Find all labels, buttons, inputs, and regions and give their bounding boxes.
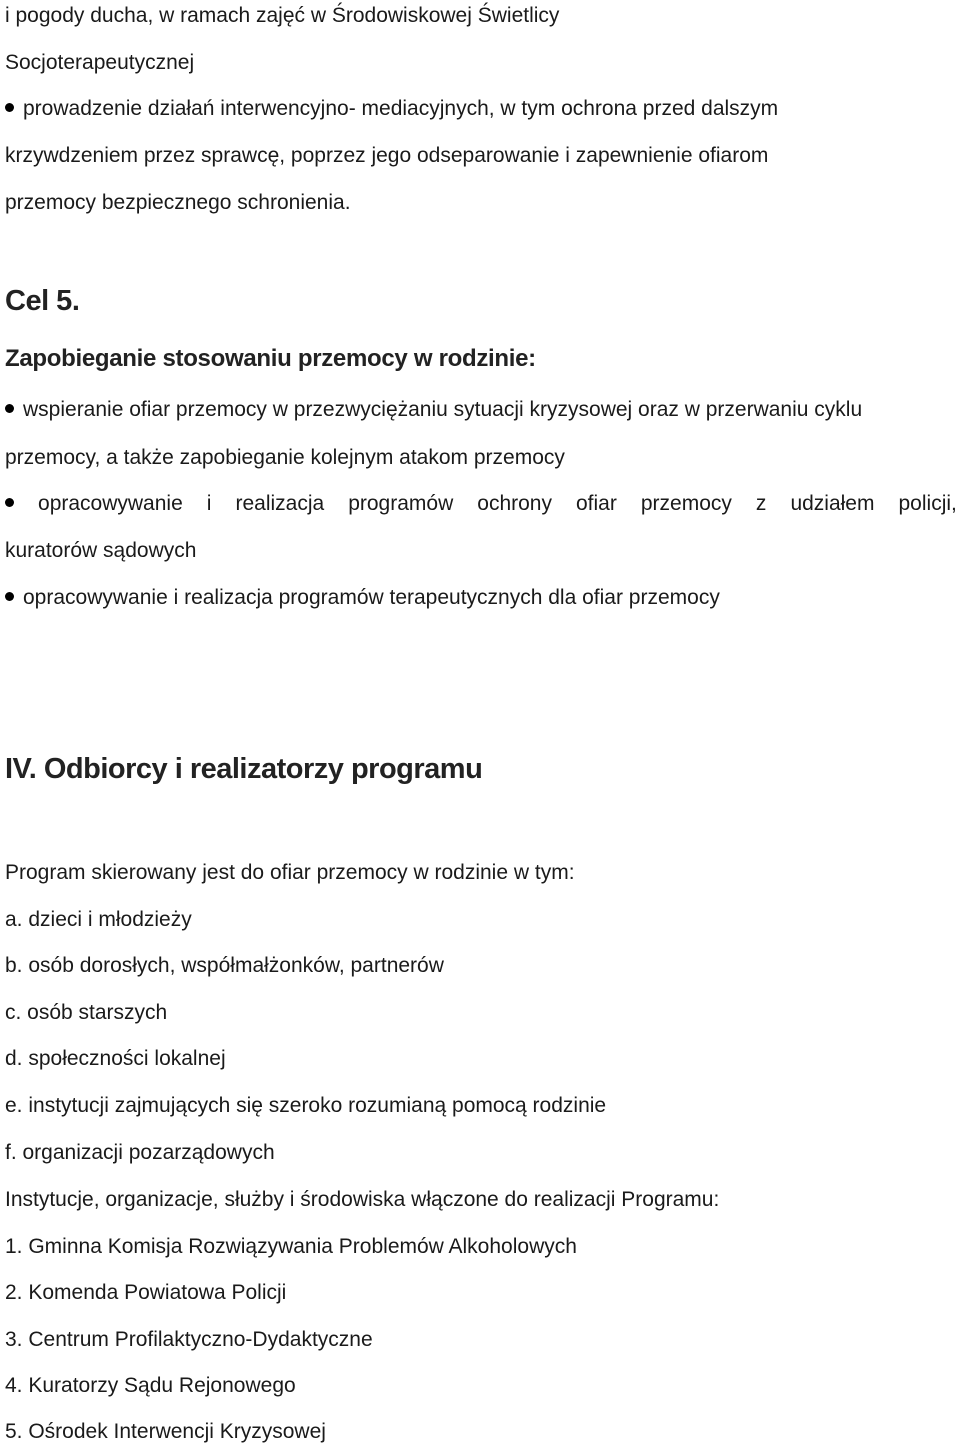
- bullet-item: [5, 95, 778, 123]
- word: i: [206, 492, 212, 515]
- bullet-continuation: przemocy bezpiecznego schronienia.: [5, 191, 351, 214]
- bullet-text: opracowywanie i realizacja programów terapeutycznych dla ofiar przemocy: [23, 586, 720, 609]
- bullet-item: [5, 490, 957, 518]
- bullet-text: wspieranie ofiar przemocy w przezwyciężaniu sytuacji kryzysowej oraz w przerwaniu cyklu: [23, 398, 863, 421]
- bullet-text: prowadzenie działań interwencyjno- mediacyjnych, w tym ochrona przed dalszym: [23, 97, 779, 120]
- word: programów: [348, 492, 454, 515]
- bullet-continuation: kuratorów sądowych: [5, 539, 197, 562]
- bullet-continuation: krzywdzeniem przez sprawcę, poprzez jego odseparowanie i zapewnienie ofiarom: [5, 144, 769, 167]
- word: udziałem: [790, 492, 875, 515]
- word: opracowywanie: [38, 492, 183, 515]
- word: z: [755, 492, 767, 515]
- institutions-intro: Instytucje, organizacje, służby i środowiska włączone do realizacji Programu:: [5, 1188, 720, 1211]
- word: ofiar: [576, 492, 617, 515]
- list-item: 5. Ośrodek Interwencji Kryzysowej: [5, 1420, 326, 1443]
- bullet-item: [5, 396, 862, 424]
- list-item: b. osób dorosłych, współmałżonków, partnerów: [5, 954, 444, 977]
- bullet-continuation: przemocy, a także zapobieganie kolejnym atakom przemocy: [5, 446, 565, 469]
- word: ochrony: [477, 492, 552, 515]
- list-item: 2. Komenda Powiatowa Policji: [5, 1281, 287, 1304]
- list-item: e. instytucji zajmujących się szeroko rozumianą pomocą rodzinie: [5, 1094, 607, 1117]
- intro-line: i pogody ducha, w ramach zajęć w Środowiskowej Świetlicy: [5, 4, 560, 27]
- bullet-icon: [5, 404, 14, 413]
- word: realizacja: [235, 492, 325, 515]
- list-item: 3. Centrum Profilaktyczno-Dydaktyczne: [5, 1328, 373, 1351]
- goal-subtitle: Zapobieganie stosowaniu przemocy w rodzinie:: [5, 345, 536, 372]
- bullet-icon: [5, 103, 14, 112]
- bullet-icon: [5, 592, 14, 601]
- bullet-icon: [5, 498, 14, 507]
- goal-title: Cel 5.: [5, 285, 80, 317]
- bullet-item: [5, 584, 720, 612]
- list-item: 4. Kuratorzy Sądu Rejonowego: [5, 1374, 296, 1397]
- list-item: c. osób starszych: [5, 1001, 168, 1024]
- list-item: f. organizacji pozarządowych: [5, 1141, 275, 1164]
- section-intro: Program skierowany jest do ofiar przemocy w rodzinie w tym:: [5, 861, 575, 884]
- intro-line: Socjoterapeutycznej: [5, 51, 195, 74]
- section-title: IV. Odbiorcy i realizatorzy programu: [5, 753, 483, 785]
- word: policji,: [898, 492, 957, 515]
- word: przemocy: [640, 492, 732, 515]
- list-item: a. dzieci i młodzieży: [5, 908, 192, 931]
- list-item: d. społeczności lokalnej: [5, 1047, 226, 1070]
- list-item: 1. Gminna Komisja Rozwiązywania Problemów Alkoholowych: [5, 1235, 577, 1258]
